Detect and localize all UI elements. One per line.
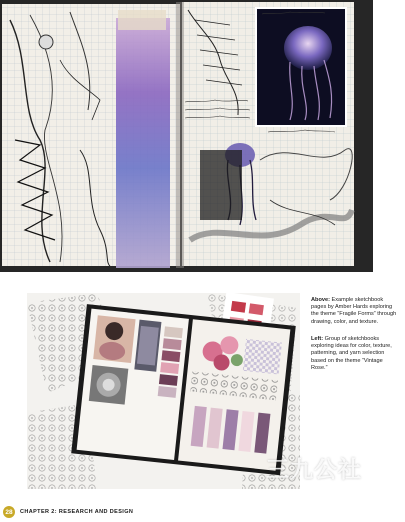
watermark-text: 三九公社 <box>266 457 362 483</box>
sketchbook-illustration <box>0 0 373 272</box>
chapter-label: CHAPTER 2: RESEARCH AND DESIGN <box>20 509 134 515</box>
sketchbook-photo-fragile-forms <box>0 0 373 272</box>
page-number-badge: 28 <box>3 506 15 518</box>
page-footer <box>3 506 203 520</box>
caption-left: Left: Group of sketchbooks exploring ideas for color, texture, patterning, and yarn selection based on the theme “Vintage Rose.” <box>311 336 392 371</box>
caption-lead: Above: <box>311 297 330 303</box>
sketchbooks-photo-vintage-rose <box>27 293 300 489</box>
caption-above: Above: Example sketchbook pages by Amber Hards exploring the theme “Fragile Forms” through drawing, color, and texture. <box>311 297 397 325</box>
sketchbooks-illustration <box>27 293 300 489</box>
caption-lead: Left: <box>311 336 324 342</box>
